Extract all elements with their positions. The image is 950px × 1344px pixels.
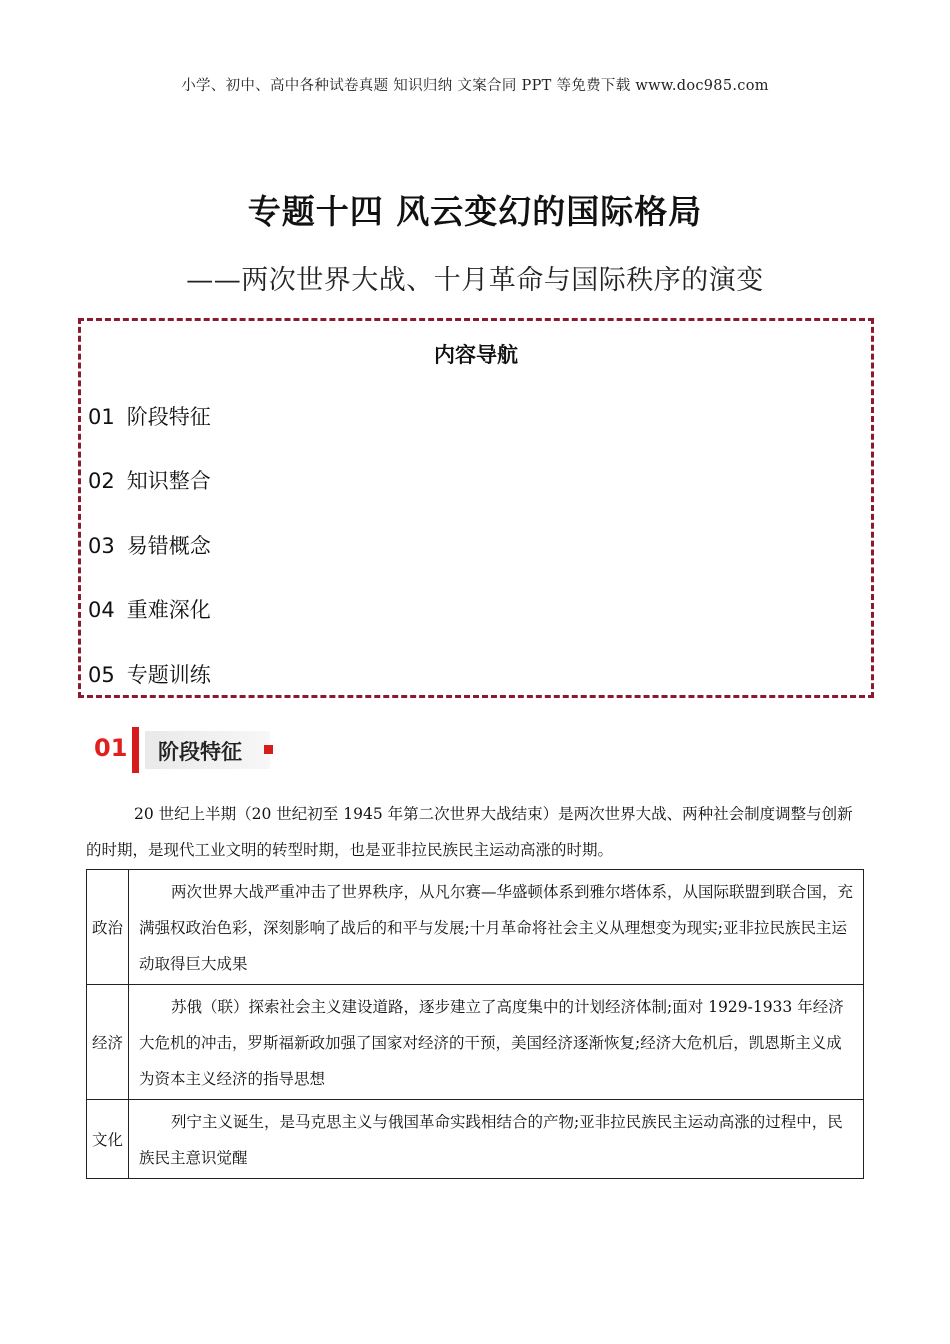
nav-item-topic-training[interactable] xyxy=(88,659,211,689)
category-cell: 政治 xyxy=(87,870,129,985)
description-cell: 两次世界大战严重冲击了世界秩序，从凡尔赛—华盛顿体系到雅尔塔体系，从国际联盟到联合国，充满强权政治色彩，深刻影响了战后的和平与发展;十月革命将社会主义从理想变为现实;亚非拉民族民主运动取得巨大成果 xyxy=(129,870,864,985)
nav-item-label: 知识整合 xyxy=(126,469,211,493)
nav-item-key-difficulties[interactable] xyxy=(88,594,211,624)
nav-item-label: 专题训练 xyxy=(126,663,211,687)
nav-title: 内容导航 xyxy=(434,343,518,367)
page-subtitle: ——两次世界大战、十月革命与国际秩序的演变 xyxy=(186,265,764,296)
table-row xyxy=(87,1100,864,1179)
intro-paragraph: 20 世纪上半期（20 世纪初至 1945 年第二次世界大战结束）是两次世界大战、两种社会制度调整与创新的时期，是现代工业文明的转型时期，也是亚非拉民族民主运动高涨的时期。 xyxy=(86,805,853,859)
section-label: 阶段特征 xyxy=(158,740,242,764)
stage-features-table xyxy=(86,869,864,1179)
nav-item-number: 05 xyxy=(88,663,115,687)
content-navigation-box xyxy=(78,318,874,698)
description-cell: 列宁主义诞生，是马克思主义与俄国革命实践相结合的产物;亚非拉民族民主运动高涨的过程中，民族民主意识觉醒 xyxy=(129,1100,864,1179)
nav-item-number: 04 xyxy=(88,598,115,622)
nav-item-number: 03 xyxy=(88,534,115,558)
nav-item-number: 02 xyxy=(88,469,115,493)
section-square-icon xyxy=(264,745,273,754)
table-row xyxy=(87,870,864,985)
section-number: 01 xyxy=(94,734,128,762)
category-cell: 经济 xyxy=(87,985,129,1100)
page-title: 专题十四 风云变幻的国际格局 xyxy=(247,192,703,231)
section-accent-bar xyxy=(132,727,139,773)
nav-item-label: 易错概念 xyxy=(126,534,211,558)
nav-item-error-prone-concepts[interactable] xyxy=(88,530,211,560)
section-heading xyxy=(90,727,280,775)
nav-item-knowledge-integration[interactable] xyxy=(88,465,211,495)
nav-item-number: 01 xyxy=(88,405,115,429)
description-cell: 苏俄（联）探索社会主义建设道路，逐步建立了高度集中的计划经济体制;面对 1929-1933 年经济大危机的冲击，罗斯福新政加强了国家对经济的干预，美国经济逐渐恢复;经济大危机后，凯恩斯主义成为资本主义经济的指导思想 xyxy=(129,985,864,1100)
table-row xyxy=(87,985,864,1100)
site-header-banner: 小学、初中、高中各种试卷真题 知识归纳 文案合同 PPT 等免费下载 www.doc985.com xyxy=(181,78,769,94)
nav-item-label: 重难深化 xyxy=(126,598,211,622)
nav-item-stage-features[interactable] xyxy=(88,401,211,431)
category-cell: 文化 xyxy=(87,1100,129,1179)
nav-item-label: 阶段特征 xyxy=(126,405,211,429)
